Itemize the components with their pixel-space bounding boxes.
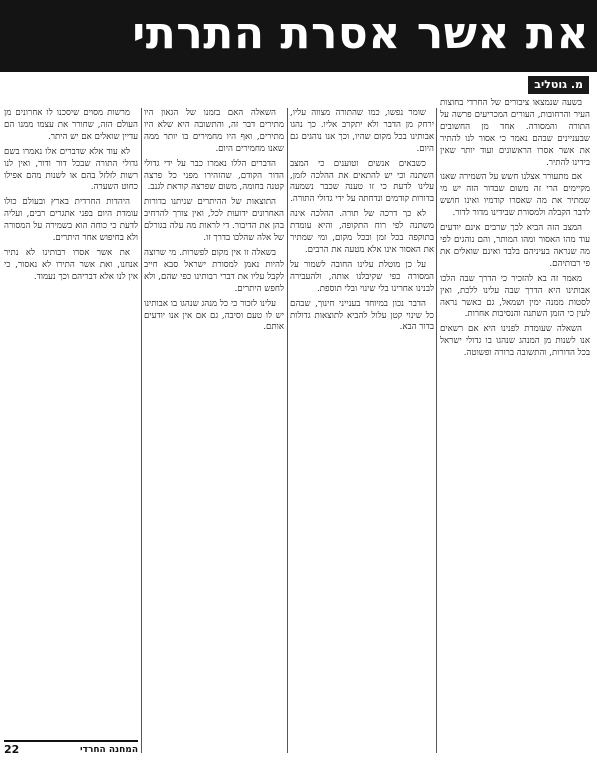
column-divider: [287, 108, 288, 753]
paragraph: השאלה שעומדת לפנינו היא אם רשאים אנו לשנות מן המנהג שנהגו בו גדולי ישראל בכל הדורות, והתשובה ברורה ופשוטה.: [440, 324, 590, 359]
column-divider: [141, 108, 142, 753]
paragraph: שומר נפשו, כמו שהתורה מצווה עליו, ירחק מן הדבר ולא יתקרב אליו. כך נהגו אבותינו בכל מקום שהיו, וכך אנו נוהגים גם היום.: [290, 108, 434, 154]
text-column-4: [4, 108, 138, 735]
page-footer: [4, 740, 138, 758]
section-name: המחנה החרדי: [80, 745, 138, 755]
article-title: את אשר אסרת התרתי: [132, 8, 589, 59]
author-byline: מ. גוטליב: [528, 76, 589, 94]
text-column-2: [290, 108, 434, 754]
paragraph: המצב הזה הביא לכך שרבים אינם יודעים עוד מהו האסור ומהו המותר, והם נוהגים לפי מה שנראה בעיניהם בלבד ואינם שואלים את פי רבותיהם.: [440, 223, 590, 269]
paragraph: לא כך דרכה של תורה. ההלכה אינה משתנה לפי רוח התקופה, והיא עומדת בתוקפה בכל זמן ובכל מקום, ומי שמתיר את האסור אינו אלא מטעה את הרבים.: [290, 209, 434, 255]
paragraph: הדברים הללו נאמרו כבר על ידי גדולי הדור הקודם, שהזהירו מפני כל פרצה קטנה בחומה, משום שפרצה קוראת לגנב.: [144, 158, 284, 193]
column-divider: [436, 108, 437, 753]
paragraph: בשאלה זו אין מקום לפשרות. מי שרוצה להיות נאמן למסורת ישראל סבא חייב לקבל עליו את דברי רבותינו כפי שהם, ולא לחפש היתרים.: [144, 247, 284, 294]
paragraph: אם מתעורר אצלנו חשש על השמירה שאנו מקיימים הרי זה משום שבדור הזה יש מי שמתיר את מה שאסרו קודמיו ואינו חושש לדבר הקבלה ולמסורת שבידינו מדור לדור.: [440, 172, 590, 219]
paragraph: לא עוד אלא שדברים אלו נאמרו בשם גדולי התורה שבכל דור ודור, ואין לנו רשות לזלזל בהם או לשנות מהם אפילו כחוט השערה.: [4, 146, 138, 193]
paragraph: מרשות מסוים שיסכנו לו אחרונים מן העולם הזה, שחורר את עצמו ממנו הם עדיין שואלים אם יש היתר.: [4, 108, 138, 142]
paragraph: בשעה שנמצאו ציבורים של החרדי בחוצות העיר והרחובות, העורים המכריעים פרשה על התורה והמסורה. אחד מן החשובים שבעניינים שבהם נאמר כי אסור לנו להתיר את אשר אסרו הראשונים ועוד יותר שאין בידינו להתיר.: [440, 98, 590, 168]
paragraph: על כן מוטלת עלינו החובה לשמור על המסורה כפי שקיבלנו אותה, ולהעבירה לבנינו אחרינו בלי שינוי ובלי תוספת.: [290, 259, 434, 294]
page-number: 22: [4, 743, 20, 756]
paragraph: היהדות החרדית בארץ ובעולם כולו עומדת היום בפני אתגרים רבים, ועליה לדעת כי כוחה הוא בשמירה על המסורה ולא בחיפוש אחר היתרים.: [4, 197, 138, 244]
title-banner: [0, 0, 597, 72]
paragraph: כשבאים אנשים וטוענים כי המצב השתנה וכי יש להתאים את ההלכה לזמן, עלינו לדעת כי זו טענה שכבר נשמעה בדורות קודמים ונדחתה על ידי גדולי התורה.: [290, 158, 434, 205]
paragraph: מאמר זה בא להזכיר כי הדרך שבה הלכו אבותינו היא הדרך שבה עלינו ללכת, ואין לסטות ממנה ימין ושמאל, גם כאשר נראה לעין כי הזמן השתנה והנסיבות אחרות.: [440, 273, 590, 320]
paragraph: השאלה האם בזמנו של הגאון היו מתירים דבר זה, והתשובה היא שלא היו מתירים, ואף היו מחמירים בו יותר ממה שאנו מחמירים היום.: [144, 108, 284, 154]
paragraph: את אשר אסרו רבותינו לא נתיר אנחנו, ואת אשר התירו לא נאסור, כי אין לנו אלא דבריהם וכך נעמוד.: [4, 247, 138, 282]
paragraph: התוצאות של ההיתרים שניתנו בדורות האחרונים ידועות לכל, ואין צורך להרחיב בהן את הדיבור. די לראות מה עלה בגורלם של אלה שהלכו בדרך זו.: [144, 197, 284, 244]
paragraph: עלינו לזכור כי כל מנהג שנהגו בו אבותינו יש לו טעם וסיבה, גם אם אין אנו יודעים אותם.: [144, 298, 284, 333]
text-column-1: [440, 98, 590, 754]
paragraph: הדבר נכון במיוחד בענייני חינוך, שבהם כל שינוי קטן עלול להביא לתוצאות גדולות בדור הבא.: [290, 298, 434, 333]
text-column-3: [144, 108, 284, 754]
